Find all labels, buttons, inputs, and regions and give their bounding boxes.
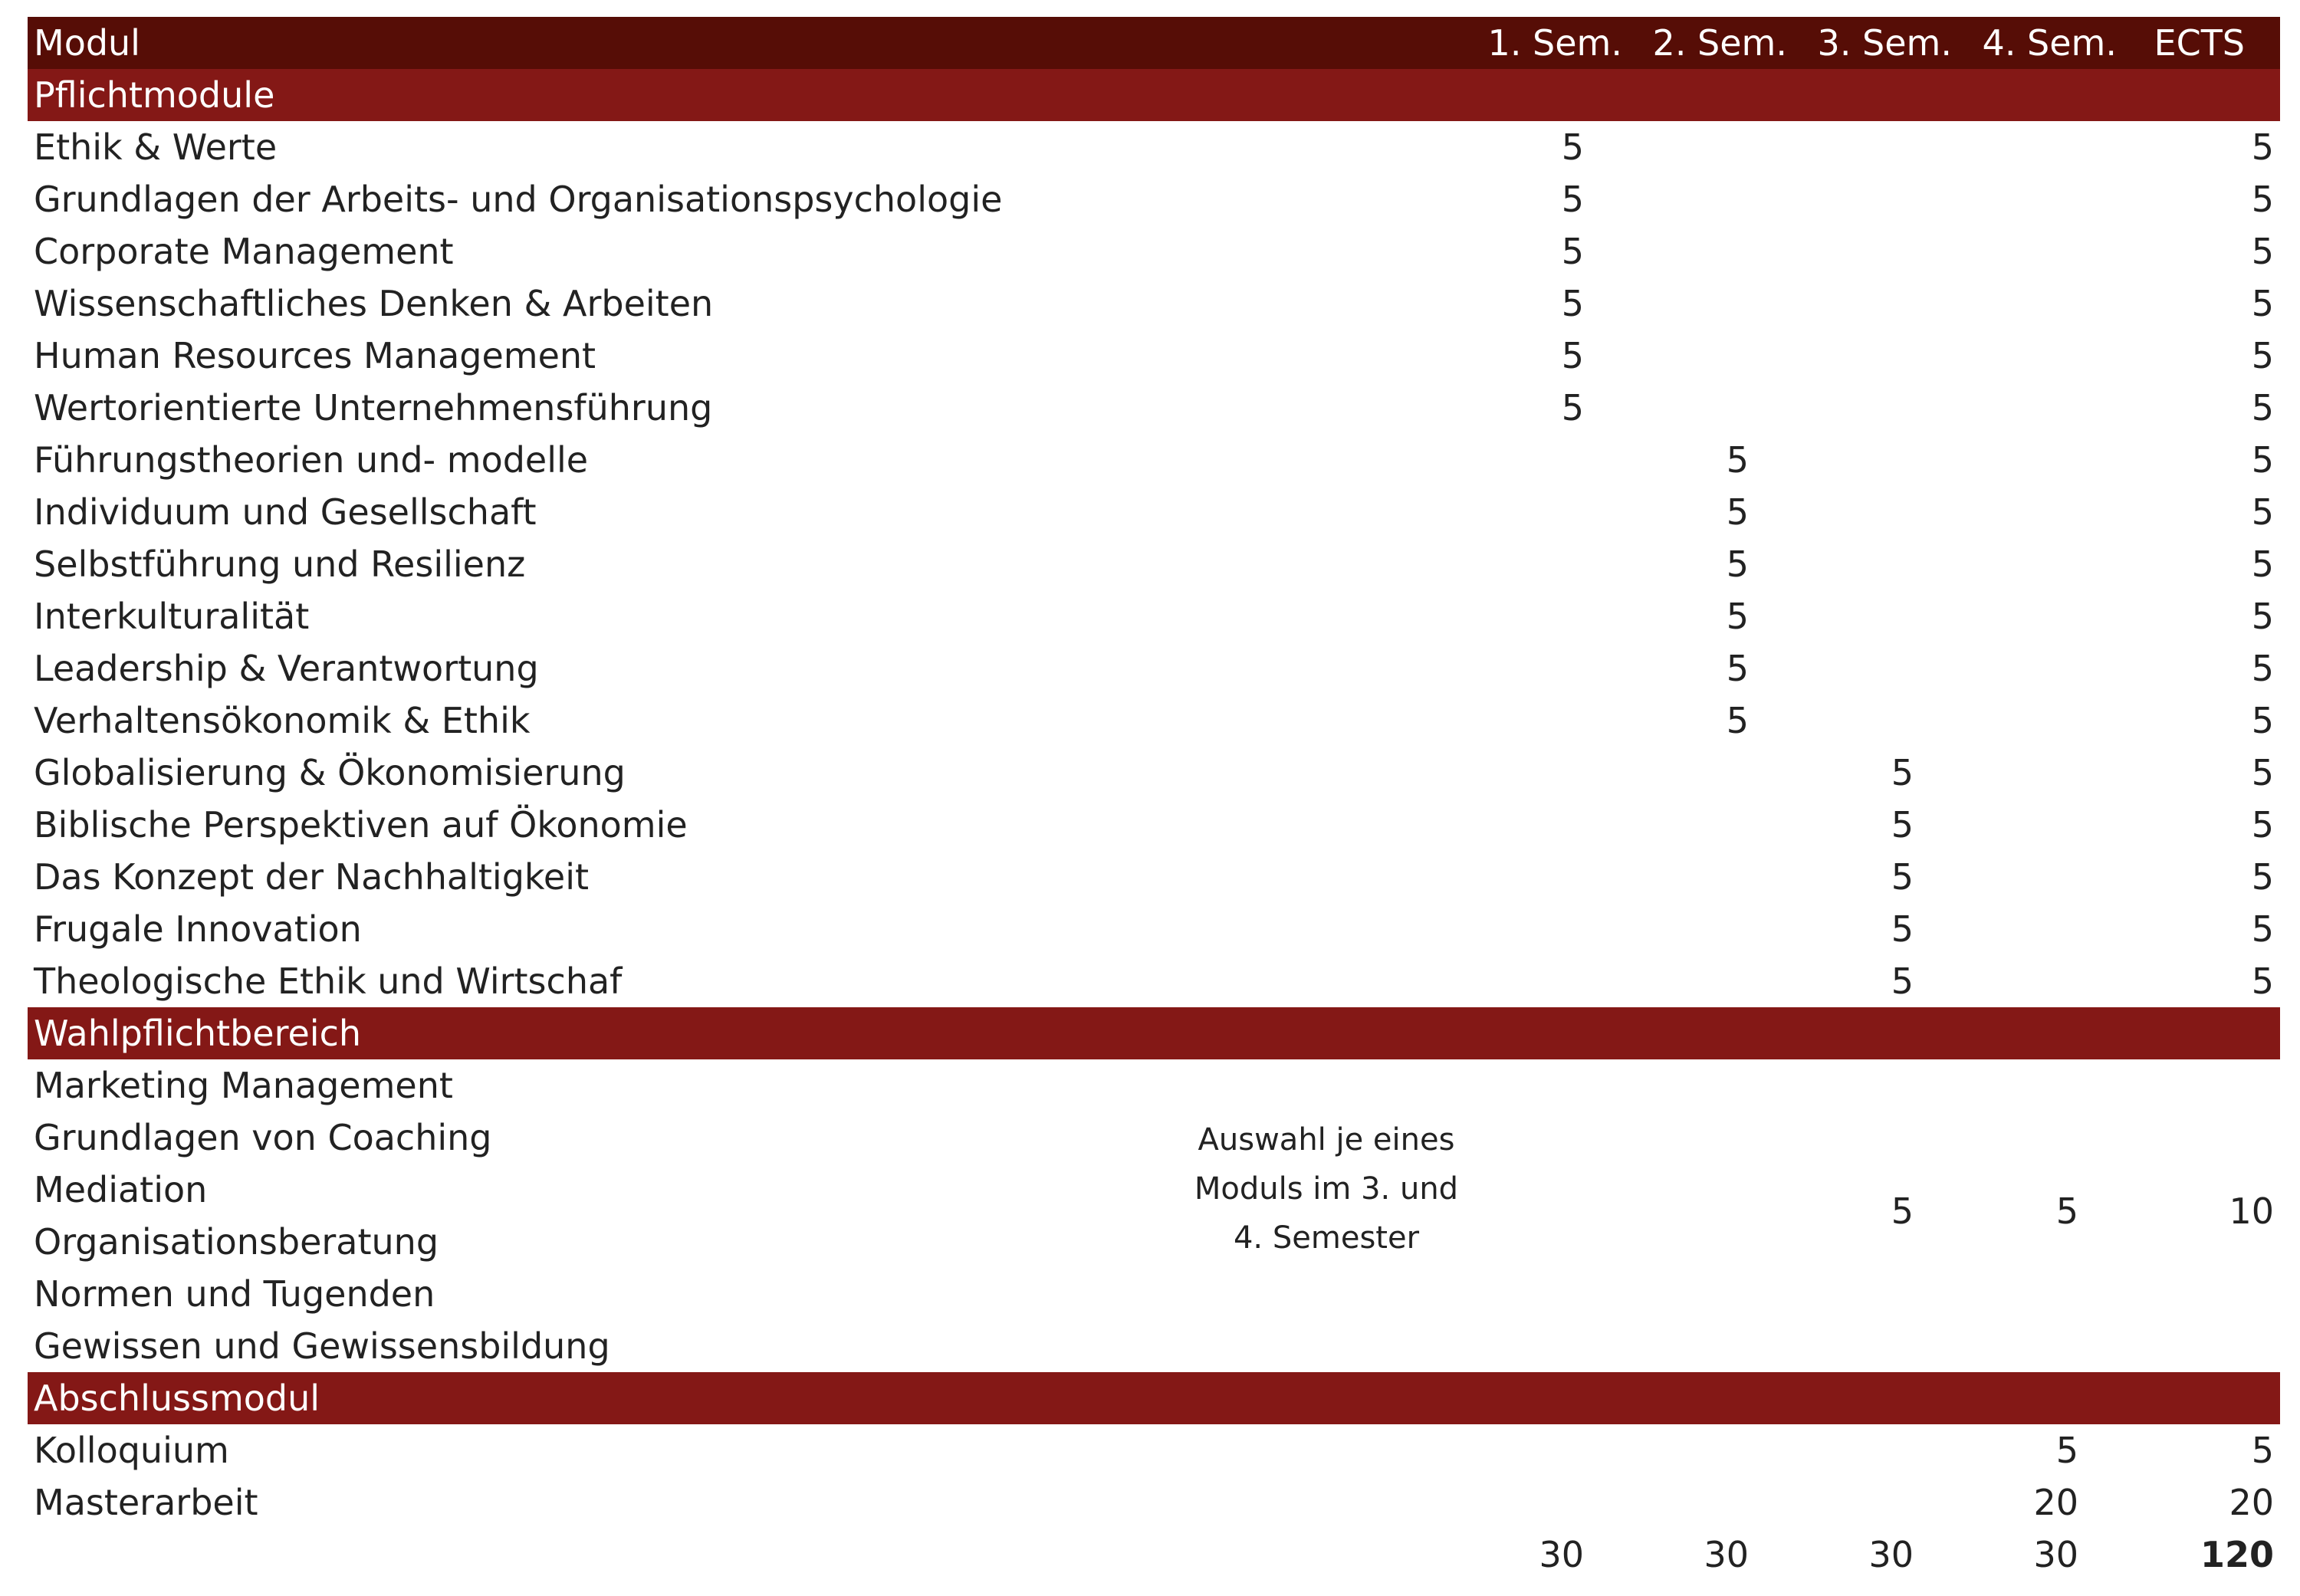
wahl-note-line: Moduls im 3. und [1194,1171,1459,1207]
cell-sem4: 5 [2055,1430,2078,1471]
module-name: Leadership & Verantwortung [34,648,539,689]
table-row [28,538,2280,590]
cell-ects: 5 [2251,804,2274,846]
table-row [28,1424,2280,1476]
table-row [28,695,2280,747]
wahl-values [28,1185,2280,1237]
cell-ects: 5 [2251,283,2274,324]
abschluss-rows [28,1424,2280,1529]
header-modul: Modul [34,22,140,64]
table-row [28,1320,2280,1372]
table-row [28,955,2280,1007]
cell-sem2: 5 [1726,596,1749,637]
cell-sem2: 5 [1726,491,1749,533]
cell-sem3: 5 [1891,804,1914,846]
wahl-ects: 10 [2229,1190,2274,1232]
cell-ects: 5 [2251,335,2274,376]
module-name: Wertorientierte Unternehmensführung [34,387,713,429]
cell-ects: 5 [2251,231,2274,272]
cell-sem2: 5 [1726,700,1749,741]
table-row [28,851,2280,903]
module-name: Human Resources Management [34,335,596,376]
cell-ects: 5 [2251,126,2274,168]
module-name: Wissenschaftliches Denken & Arbeiten [34,283,714,324]
cell-sem2: 5 [1726,543,1749,585]
total-sem4: 30 [2033,1534,2078,1575]
cell-ects: 5 [2251,648,2274,689]
module-name: Gewissen und Gewissensbildung [34,1325,610,1367]
section-abschlussmodul [28,1372,2280,1424]
cell-sem4: 20 [2033,1482,2078,1523]
table-row [28,1268,2280,1320]
cell-ects: 5 [2251,752,2274,793]
section-title: Abschlussmodul [34,1378,320,1419]
section-pflichtmodule [28,69,2280,121]
table-row [28,1059,2280,1112]
cell-ects: 5 [2251,543,2274,585]
module-name: Kolloquium [34,1430,229,1471]
cell-sem3: 5 [1891,961,1914,1002]
cell-ects: 5 [2251,439,2274,481]
module-name: Globalisierung & Ökonomisierung [34,752,626,793]
cell-sem1: 5 [1561,387,1584,429]
table-row [28,225,2280,277]
module-name: Theologische Ethik und Wirtschaf [34,961,623,1002]
module-name: Selbstführung und Resilienz [34,543,526,585]
cell-ects: 5 [2251,961,2274,1002]
cell-ects: 5 [2251,908,2274,950]
header-sem1: 1. Sem. [1487,22,1622,64]
cell-ects: 5 [2251,700,2274,741]
module-name: Ethik & Werte [34,126,278,168]
section-wahlpflichtbereich [28,1007,2280,1059]
module-name: Mediation [34,1169,208,1210]
module-name: Grundlagen von Coaching [34,1117,492,1158]
total-sem2: 30 [1704,1534,1749,1575]
totals-row [28,1529,2280,1581]
cell-sem2: 5 [1726,648,1749,689]
table-row [28,747,2280,799]
table-row [28,590,2280,642]
cell-sem1: 5 [1561,126,1584,168]
table-row [28,382,2280,434]
cell-ects: 5 [2251,179,2274,220]
cell-ects: 5 [2251,596,2274,637]
curriculum-table [28,17,2280,1581]
table-row [28,1112,2280,1164]
cell-ects: 5 [2251,856,2274,898]
table-row [28,799,2280,851]
wahl-note-line: 4. Semester [1233,1220,1420,1256]
table-row [28,330,2280,382]
cell-sem1: 5 [1561,335,1584,376]
pflicht-rows [28,121,2280,1007]
total-sem3: 30 [1868,1534,1914,1575]
table-row [28,277,2280,330]
table-row [28,903,2280,955]
table-row [28,434,2280,486]
cell-ects: 5 [2251,387,2274,429]
total-ects: 120 [2200,1534,2274,1575]
cell-ects: 20 [2229,1482,2274,1523]
cell-sem1: 5 [1561,179,1584,220]
table-header [28,17,2280,69]
module-name: Individuum und Gesellschaft [34,491,537,533]
header-sem3: 3. Sem. [1817,22,1952,64]
header-sem2: 2. Sem. [1652,22,1787,64]
section-title: Wahlpflichtbereich [34,1013,362,1054]
table-row [28,121,2280,173]
module-name: Interkulturalität [34,596,310,637]
cell-ects: 5 [2251,1430,2274,1471]
module-name: Frugale Innovation [34,908,362,950]
module-name: Organisationsberatung [34,1221,439,1263]
module-name: Normen und Tugenden [34,1273,435,1315]
table-row [28,642,2280,695]
wahl-note-line: Auswahl je eines [1198,1122,1455,1158]
cell-sem3: 5 [1891,908,1914,950]
header-sem4: 4. Sem. [1982,22,2117,64]
module-name: Das Konzept der Nachhaltigkeit [34,856,590,898]
table-row [28,486,2280,538]
cell-sem1: 5 [1561,283,1584,324]
cell-sem1: 5 [1561,231,1584,272]
module-name: Grundlagen der Arbeits- und Organisationspsychologie [34,179,1003,220]
table-row [28,1476,2280,1529]
header-ects: ECTS [2154,22,2245,64]
wahl-sem4: 5 [2055,1190,2078,1232]
table-row [28,173,2280,225]
cell-sem3: 5 [1891,752,1914,793]
module-name: Masterarbeit [34,1482,258,1523]
module-name: Corporate Management [34,231,454,272]
cell-ects: 5 [2251,491,2274,533]
total-sem1: 30 [1539,1534,1584,1575]
section-title: Pflichtmodule [34,74,275,116]
cell-sem3: 5 [1891,856,1914,898]
module-name: Marketing Management [34,1065,453,1106]
module-name: Verhaltensökonomik & Ethik [34,700,531,741]
module-name: Führungstheorien und- modelle [34,439,589,481]
module-name: Biblische Perspektiven auf Ökonomie [34,804,688,846]
cell-sem2: 5 [1726,439,1749,481]
wahl-sem3: 5 [1891,1190,1914,1232]
